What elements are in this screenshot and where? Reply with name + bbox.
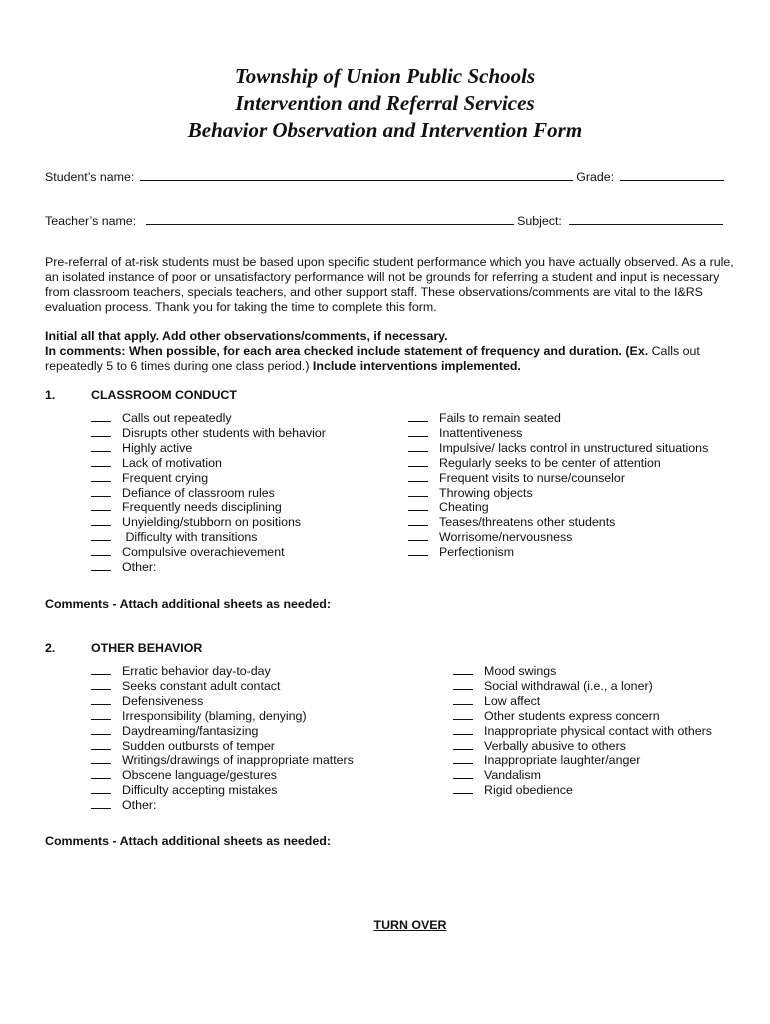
checklist-item [91,693,203,708]
checklist-item [91,678,280,693]
initial-blank[interactable] [408,499,428,511]
checklist-item-label: Other students express concern [484,708,660,723]
grade-field[interactable] [620,170,724,181]
checklist-item [408,529,572,544]
initial-blank[interactable] [453,782,473,794]
section-2-comments: Comments - Attach additional sheets as needed: [45,834,331,848]
checklist-item-label: Defiance of classroom rules [122,485,275,500]
form-title-line-2: Intervention and Referral Services [235,91,535,115]
initial-blank[interactable] [408,410,428,422]
initial-blank[interactable] [453,738,473,750]
initial-blank[interactable] [91,678,111,690]
checklist-item [408,499,489,514]
checklist-item [408,514,615,529]
initial-blank[interactable] [91,797,111,809]
subject-label: Subject: [517,214,562,228]
initial-blank[interactable] [91,529,111,541]
instructions-line-2 [45,344,735,374]
initial-blank[interactable] [453,693,473,705]
initial-blank[interactable] [453,752,473,764]
checklist-item-label: Daydreaming/fantasizing [122,723,259,738]
initial-blank[interactable] [453,708,473,720]
checklist-item-label: Vandalism [484,768,541,783]
checklist-item-label: Worrisome/nervousness [439,530,573,545]
initial-blank[interactable] [408,485,428,497]
checklist-item [91,499,282,514]
checklist-item-label: Lack of motivation [122,455,222,470]
checklist-item [408,485,533,500]
initial-blank[interactable] [91,410,111,422]
checklist-item [91,470,208,485]
checklist-item-label: Mood swings [484,664,557,678]
checklist-item-label: Difficulty with transitions [122,530,258,545]
checklist-item-label: Fails to remain seated [439,411,561,425]
checklist-item [91,485,275,500]
section-1-number: 1. [45,388,56,402]
checklist-item-label: Other: [122,798,157,813]
initial-blank[interactable] [91,693,111,705]
checklist-item-label: Highly active [122,440,193,455]
student-name-row [45,170,724,185]
checklist-item [453,767,541,782]
checklist-item [408,440,708,455]
checklist-item-label: Irresponsibility (blaming, denying) [122,708,307,723]
checklist-item-label: Inappropriate laughter/anger [484,753,641,768]
checklist-item [91,738,275,753]
checklist-item [91,440,192,455]
checklist-item [408,425,522,440]
initial-blank[interactable] [91,470,111,482]
checklist-item [91,782,277,797]
section-1-comments: Comments - Attach additional sheets as needed: [45,597,331,611]
checklist-item [91,425,326,440]
checklist-item-label: Erratic behavior day-to-day [122,664,271,678]
initial-blank[interactable] [91,723,111,735]
checklist-item [453,693,540,708]
checklist-item-label: Calls out repeatedly [122,411,232,425]
teacher-name-label: Teacher’s name: [45,214,137,228]
checklist-item-label: Inattentiveness [439,425,523,440]
checklist-item-label: Inappropriate physical contact with others [484,723,712,738]
checklist-item-label: Seeks constant adult contact [122,678,281,693]
checklist-item-label: Frequently needs disciplining [122,500,282,515]
subject-field[interactable] [569,214,723,225]
checklist-item-label: Obscene language/gestures [122,768,277,783]
checklist-item-label: Low affect [484,693,541,708]
checklist-item [91,708,307,723]
checklist-item [408,470,625,485]
initial-blank[interactable] [91,708,111,720]
initial-blank[interactable] [408,455,428,467]
initial-blank[interactable] [453,678,473,690]
checklist-item [453,663,556,678]
section-2-heading: OTHER BEHAVIOR [91,641,203,655]
checklist-item-label: Throwing objects [439,485,533,500]
checklist-item-label: Impulsive/ lacks control in unstructured situations [439,440,709,455]
initial-blank[interactable] [91,782,111,794]
initial-blank[interactable] [91,485,111,497]
checklist-item [453,738,626,753]
checklist-item-label: Difficulty accepting mistakes [122,783,278,798]
student-name-label: Student’s name: [45,170,135,184]
checklist-item-label: Rigid obedience [484,783,573,798]
checklist-item [91,767,277,782]
section-2-number: 2. [45,641,56,655]
instructions-interventions: Include interventions implemented. [309,359,521,373]
initial-blank[interactable] [408,514,428,526]
initial-blank[interactable] [91,514,111,526]
checklist-item-label: Defensiveness [122,693,204,708]
initial-blank[interactable] [91,499,111,511]
initial-blank[interactable] [453,723,473,735]
checklist-item [91,514,301,529]
checklist-item-label: Verbally abusive to others [484,738,626,753]
checklist-item [453,708,660,723]
initial-blank[interactable] [91,663,111,675]
initial-blank[interactable] [408,544,428,556]
checklist-item [91,559,156,574]
checklist-item-label: Sudden outbursts of temper [122,738,275,753]
checklist-item-label: Social withdrawal (i.e., a loner) [484,678,653,693]
checklist-item-label: Regularly seeks to be center of attention [439,455,661,470]
checklist-item [408,410,561,425]
initial-blank[interactable] [91,559,111,571]
checklist-item-label: Perfectionism [439,545,515,560]
initial-blank[interactable] [453,767,473,779]
checklist-item-label: Frequent visits to nurse/counselor [439,470,625,485]
checklist-item-label: Disrupts other students with behavior [122,425,326,440]
instructions-line-1: Initial all that apply. Add other observations/comments, if necessary. [45,329,448,343]
initial-blank[interactable] [408,425,428,437]
checklist-item [91,529,257,544]
initial-blank[interactable] [91,767,111,779]
checklist-item [408,455,661,470]
instructions-example: Calls out repeatedly 5 to 6 times during one class period.) [45,344,700,373]
initial-blank[interactable] [91,425,111,437]
checklist-item [453,723,712,738]
checklist-item [91,723,258,738]
teacher-name-row [45,214,723,229]
instructions [45,329,735,374]
initial-blank[interactable] [91,752,111,764]
teacher-name-field[interactable] [146,214,514,225]
initial-blank[interactable] [91,544,111,556]
initial-blank[interactable] [91,440,111,452]
form-title-line-3: Behavior Observation and Intervention Form [187,118,583,142]
checklist-item [91,752,354,767]
initial-blank[interactable] [91,455,111,467]
grade-label: Grade: [576,170,615,184]
checklist-item [408,544,514,559]
initial-blank[interactable] [453,663,473,675]
initial-blank[interactable] [408,440,428,452]
initial-blank[interactable] [408,470,428,482]
checklist-item-label: Writings/drawings of inappropriate matters [122,753,354,768]
checklist-item [453,678,653,693]
form-title-line-1: Township of Union Public Schools [234,64,536,88]
checklist-item [453,752,640,767]
checklist-item-label: Teases/threatens other students [439,515,616,530]
checklist-item [91,455,222,470]
checklist-item [91,544,285,559]
initial-blank[interactable] [408,529,428,541]
checklist-item [453,782,573,797]
checklist-item [91,663,271,678]
instructions-comments-bold: In comments: When possible, for each area checked include statement of frequency and duration. (Ex. [45,344,649,358]
checklist-item-label: Compulsive overachievement [122,545,285,560]
intro-paragraph: Pre-referral of at-risk students must be based upon specific student performance which you have actually observed. As a rule, an isolated instance of poor or unsatisfactory performance will not be grounds for referring a student and input is necessary from classroom teachers, specials teachers, and other support staff. These observations/comments are vital to the I&RS evaluation process. Thank you for taking the time to complete this form. [45,255,734,314]
checklist-item-label: Unyielding/stubborn on positions [122,515,302,530]
turn-over-label: TURN OVER [373,918,447,932]
checklist-item-label: Frequent crying [122,470,209,485]
checklist-item [91,797,156,812]
checklist-item-label: Other: [122,560,157,574]
checklist-item-label: Cheating [439,500,489,515]
checklist-item [91,410,232,425]
initial-blank[interactable] [91,738,111,750]
student-name-field[interactable] [140,170,573,181]
section-1-heading: CLASSROOM CONDUCT [91,388,237,402]
